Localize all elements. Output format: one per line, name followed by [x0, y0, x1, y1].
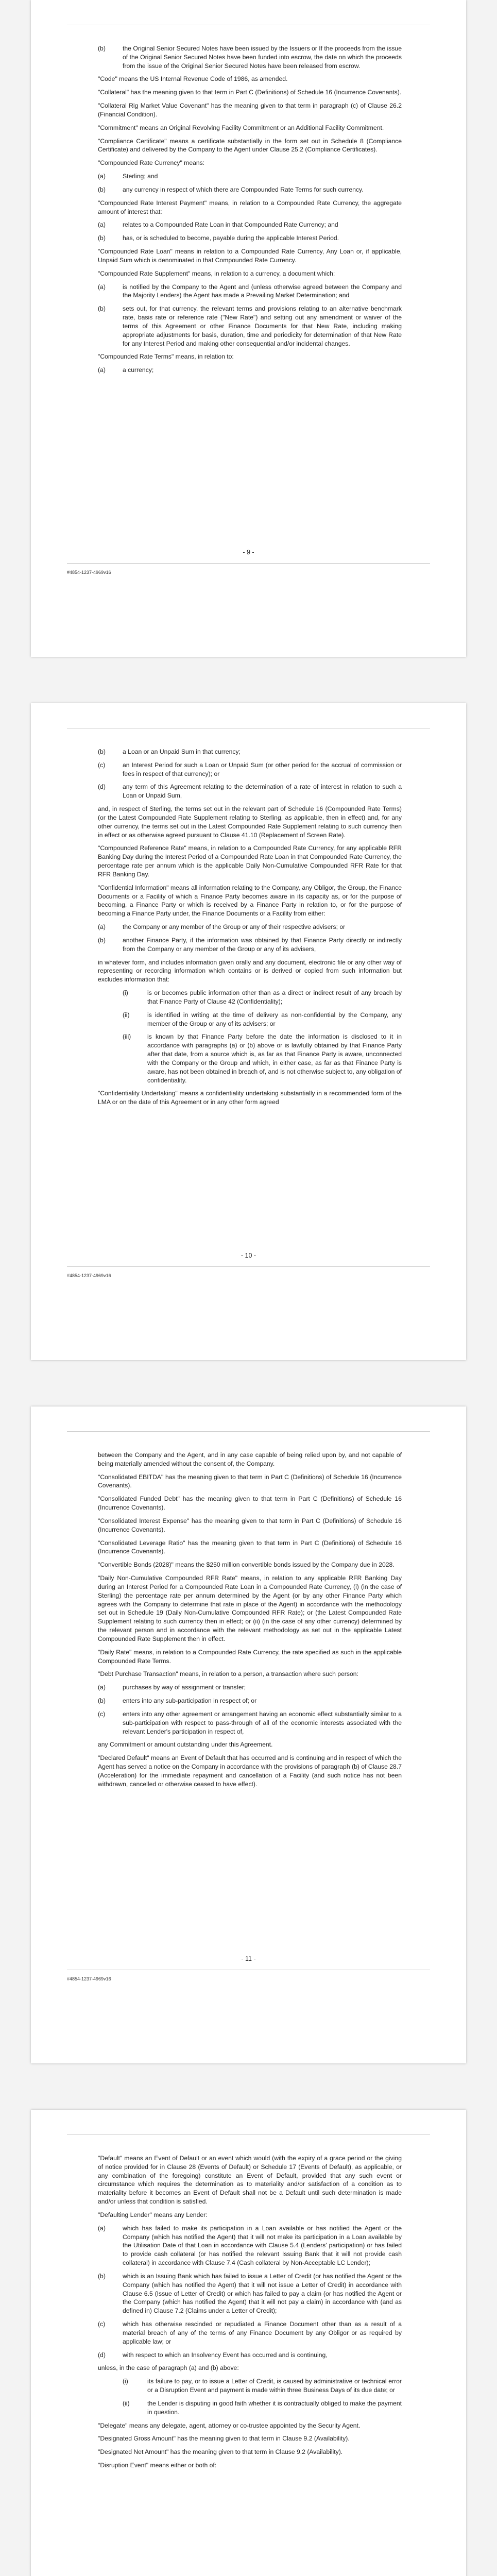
list-item-text: Sterling; and: [123, 173, 158, 180]
list-item-text: a currency;: [123, 366, 154, 374]
definition-paragraph: "Delegate" means any delegate, agent, attorney or co-trustee appointed by the Security Agent.: [98, 2421, 361, 2429]
list-item-text: the Original Senior Secured Notes have been issued by the Issuers or If the proceeds from the issue of the Original Senior Secured Notes have been funded into escrow, the date on which the proceeds from the issue of the Original Senior Secured Notes have been released from escrow.: [123, 45, 402, 70]
list-item-text: is identified in writing at the time of delivery as non-confidential by the Company, any member of the Group or any of its advisers; or: [147, 1011, 402, 1027]
list-item-label: (a): [98, 2224, 106, 2232]
list-item: [98, 234, 402, 243]
list-item-label: (i): [123, 2378, 128, 2385]
list-item-text: the Lender is disputing in good faith whether it is contractually obliged to make the payment in question.: [147, 2399, 402, 2416]
definition-paragraph: "Collateral Rig Market Value Covenant" has the meaning given to that term in paragraph (c) of Clause 26.2 (Financial Condition).: [98, 102, 402, 118]
list-item: [98, 366, 402, 375]
top-divider: [67, 1431, 430, 1432]
list-item-text: which is an Issuing Bank which has failed to issue a Letter of Credit (or has notified the Agent or the Company (which has notified the Agent) that it will not issue a Letter of Credit) in accordance with Clause 6.5 (Issue of Letter of Credit) or which has failed to pay a claim (or has notified the Agent or the Company (which has notified the Agent) that it will not pay a claim) in accordance with (and as defined in) Clause 7.2 (Claims under a Letter of Credit);: [123, 2272, 402, 2315]
definition-paragraph: "Disruption Event" means either or both of:: [98, 2462, 217, 2469]
definition-paragraph: "Compounded Reference Rate" means, in relation to a Compounded Rate Currency, for any applicable RFR Banking Day during the Interest Period of a Compounded Rate Loan in that Compounded Rate Currency, the percentage rate per annum which is the applicable Daily Non-Cumulative Compounded RFR Rate for that RFR Banking Day.: [98, 844, 402, 878]
definition-paragraph: "Compounded Rate Currency" means:: [98, 159, 205, 167]
list-item: [98, 2272, 402, 2315]
page-footer: [67, 1252, 430, 1278]
list-item-label: (ii): [123, 1011, 130, 1019]
list-item-label: (i): [123, 989, 128, 997]
definition-paragraph: "Commitment" means an Original Revolving Facility Commitment or an Additional Facility Commitment.: [98, 124, 384, 131]
definition-paragraph: "Debt Purchase Transaction" means, in relation to a person, a transaction where such person:: [98, 1670, 358, 1678]
document-page-1: [31, 0, 466, 657]
list-item-text: which has failed to make its participation in a Loan available or has notified the Agent or the Company (which has notified the Agent) that it will not make its participation in a Loan available by the Utilisation Date of that Loan in accordance with Clause 5.4 (Lenders' participation) or has failed to provide cash collateral (or has notified the relevant Issuing Bank that it will not provide cash collateral) in accordance with Clause 7.4 (Cash collateral by Non-Acceptable LC Lender);: [123, 2224, 402, 2267]
list-item-text: with respect to which an Insolvency Event has occurred and is continuing,: [123, 2351, 328, 2359]
list-item-label: (a): [98, 173, 106, 180]
document-page-2: [31, 703, 466, 1360]
definition-paragraph: "Collateral" has the meaning given to that term in Part C (Definitions) of Schedule 16 (Incurrence Covenants).: [98, 89, 402, 96]
list-item: [98, 761, 402, 778]
definition-paragraph: "Defaulting Lender" means any Lender:: [98, 2211, 208, 2218]
list-item: [98, 936, 402, 954]
definition-paragraph: "Compounded Rate Loan" means in relation to a Compounded Rate Currency, Any Loan or, if applicable, Unpaid Sum which is denominated in that Compounded Rate Currency.: [98, 248, 402, 264]
list-item: [98, 783, 402, 800]
list-item: [98, 172, 402, 181]
list-item-text: another Finance Party, if the information was obtained by that Finance Party directly or indirectly from the Company or any member of the Group or any of its advisers,: [123, 936, 402, 953]
footer-divider: [67, 563, 430, 564]
definition-paragraph: "Consolidated EBITDA" has the meaning given to that term in Part C (Definitions) of Schedule 16 (Incurrence Covenants).: [98, 1473, 402, 1489]
definition-paragraph: any Commitment or amount outstanding under this Agreement.: [98, 1741, 273, 1749]
list-item: [98, 185, 402, 194]
sub-list-item: [123, 2399, 402, 2417]
list-item: [98, 2224, 402, 2267]
definition-paragraph: "Consolidated Interest Expense" has the meaning given to that term in Part C (Definitions) of Schedule 16 (Incurrence Covenants).: [98, 1517, 402, 1533]
definition-paragraph: between the Company and the Agent, and in any case capable of being relied upon by, and not capable of being materially amended without the consent of, the Company.: [98, 1451, 402, 1467]
list-item-text: which has otherwise rescinded or repudiated a Finance Document other than as a result of a material breach of any of the terms of any Finance Document by any Obligor or as required by applicable law; or: [123, 2320, 402, 2345]
list-item-label: (a): [98, 221, 106, 229]
list-item-label: (b): [98, 185, 106, 193]
list-item-label: (d): [98, 783, 106, 791]
list-item-label: (b): [98, 2272, 106, 2280]
list-item-label: (a): [98, 283, 106, 291]
list-item: [98, 44, 402, 70]
definition-paragraph: "Default" means an Event of Default or an event which would (with the expiry of a grace period or the giving of notice provided for in Clause 28 (Events of Default) or Schedule 17 (Events of Default), as applicable, or any combination of the foregoing) constitute an Event of Default, provided that any such event or circumstance which requires the determination as to materiality and/or satisfaction of a condition as to materiality before it becomes an Event of Default shall not be a Default until such determination is made and/or unless that condition is satisfied.: [98, 2155, 402, 2206]
sub-list-item: [123, 1011, 402, 1028]
top-divider: [67, 2134, 430, 2135]
list-item-label: (iii): [123, 1033, 131, 1041]
page-body: [98, 44, 402, 379]
list-item-label: (d): [98, 2351, 106, 2359]
list-item-label: (a): [98, 923, 106, 931]
list-item-label: (ii): [123, 2399, 130, 2407]
page-footer: [67, 549, 430, 575]
list-item-text: an Interest Period for such a Loan or Unpaid Sum (or other period for the accrual of commission or fees in respect of that currency); or: [123, 761, 402, 777]
definition-paragraph: "Compounded Rate Terms" means, in relation to:: [98, 353, 234, 361]
definition-paragraph: "Consolidated Leverage Ratio" has the meaning given to that term in Part C (Definitions) of Schedule 16 (Incurrence Covenants).: [98, 1539, 402, 1555]
definition-paragraph: "Daily Non-Cumulative Compounded RFR Rate" means, in relation to any applicable RFR Banking Day during an Interest Period for a Compounded Rate Loan in a Compounded Rate Currency, (i) (in the case of Sterling) the percentage rate per annum determined by the Agent (or by any other Finance Party which agrees with the Company to determine that rate in place of the Agent) in accordance with the methodology set out in Schedule 19 (Daily Non-Cumulative Compounded RFR Rate); or (the Latest Compounded Rate Supplement relating to such currency then in effect; or (ii) (in the case of any other currency) determined by the relevant person and in accordance with the relevant methodology as set out in the applicable Latest Compounded Rate Supplement then in effect.: [98, 1574, 402, 1642]
list-item-text: is notified by the Company to the Agent and (unless otherwise agreed between the Company and the Majority Lenders) the Agent has made a Prevailing Market Determination; and: [123, 283, 402, 299]
list-item: [98, 304, 402, 348]
list-item-text: any currency in respect of which there are Compounded Rate Terms for such currency.: [123, 185, 364, 193]
page-body: [98, 1451, 402, 1793]
definition-paragraph: "Confidentiality Undertaking" means a confidentiality undertaking substantially in a recommended form of the LMA or on the date of this Agreement or in any other form agreed: [98, 1090, 402, 1106]
definition-paragraph: "Code" means the US Internal Revenue Code of 1986, as amended.: [98, 75, 288, 83]
list-item-label: (c): [98, 1710, 106, 1718]
list-item-label: (b): [98, 234, 106, 242]
list-item: [98, 1710, 402, 1736]
list-item-label: (c): [98, 761, 106, 769]
sub-list-item: [123, 1032, 402, 1084]
footer-divider: [67, 1266, 430, 1267]
list-item-text: has, or is scheduled to become, payable during the applicable Interest Period.: [123, 234, 339, 242]
page-number: - 10 -: [241, 1252, 256, 1259]
definition-paragraph: unless, in the case of paragraph (a) and (b) above:: [98, 2364, 239, 2372]
page-number: - 11 -: [241, 1955, 256, 1962]
definition-paragraph: "Compounded Rate Interest Payment" means, in relation to a Compounded Rate Currency, the aggregate amount of interest that:: [98, 199, 402, 215]
list-item-text: its failure to pay, or to issue a Letter of Credit, is caused by administrative or technical error or a Disruption Event and payment is made within three Business Days of its due date; or: [147, 2378, 402, 2394]
document-reference: #4854-1237-4969v16: [67, 570, 111, 575]
definition-paragraph: "Convertible Bonds (2028)" means the $250 million convertible bonds issued by the Company due in 2028.: [98, 1561, 395, 1569]
list-item-text: purchases by way of assignment or transfer;: [123, 1684, 246, 1691]
list-item-label: (a): [98, 1684, 106, 1691]
list-item: [98, 221, 402, 229]
page-body: [98, 748, 402, 1111]
list-item: [98, 923, 402, 931]
definition-paragraph: "Consolidated Funded Debt" has the meaning given to that term in Part C (Definitions) of Schedule 16 (Incurrence Covenants).: [98, 1495, 402, 1512]
definition-paragraph: and, in respect of Sterling, the terms set out in the relevant part of Schedule 16 (Compounded Rate Terms) (or the Latest Compounded Rate Supplement relating to Sterling, as applicable, then in effect) and, for any other currency, the terms set out in the Latest Compounded Rate Supplement relating to such currency then in effect or as otherwise agreed pursuant to Clause 41.10 (Replacement of Screen Rate).: [98, 805, 402, 839]
list-item: [98, 2351, 402, 2360]
page-body: [98, 2154, 402, 2475]
document-page-4: [31, 2110, 466, 2576]
list-item: [98, 1683, 402, 1692]
sub-list-item: [123, 989, 402, 1006]
list-item-label: (b): [98, 748, 106, 755]
list-item-text: relates to a Compounded Rate Loan in that Compounded Rate Currency; and: [123, 221, 338, 229]
list-item-text: the Company or any member of the Group or any of their respective advisers; or: [123, 923, 346, 931]
list-item: [98, 2320, 402, 2346]
list-item: [98, 283, 402, 300]
document-reference: #4854-1237-4969v16: [67, 1976, 111, 1981]
list-item-text: enters into any sub-participation in respect of; or: [123, 1697, 257, 1705]
document-page-3: [31, 1406, 466, 2063]
list-item-text: sets out, for that currency, the relevant terms and provisions relating to an alternative benchmark rate, basis rate or reference rate ("New Rate") and setting out any amendment or waiver of the terms of this Agreement or other Finance Documents for that New Rate, including making appropriate adjustments for basis, duration, time and periodicity for determination of that New Rate for any Interest Period and making other consequential and/or incidental changes.: [123, 305, 402, 347]
page-footer: [67, 1955, 430, 1981]
definition-paragraph: "Designated Net Amount" has the meaning given to that term in Clause 9.2 (Availability).: [98, 2448, 343, 2456]
list-item-label: (b): [98, 45, 106, 52]
list-item-text: enters into any other agreement or arrangement having an economic effect substantially similar to a sub-participation with respect to pass-through of all of the economic interests associated with the relevant Lender's participation in respect of,: [123, 1710, 402, 1735]
definition-paragraph: in whatever form, and includes information given orally and any document, electronic file or any other way of representing or recording information which contains or is derived or copied from such information but excludes information that:: [98, 958, 402, 984]
list-item-text: is known by that Finance Party before the date the information is disclosed to it in accordance with paragraphs (a) or (b) above or is lawfully obtained by that Finance Party after that date, from a source which is, as far as that Finance Party is aware, unconnected with the Company or the Group and which, in either case, as far as that Finance Party is aware, has not been obtained in breach of, and is not otherwise subject to, any obligation of confidentiality.: [147, 1033, 402, 1084]
list-item-label: (b): [98, 305, 106, 313]
page-number: - 9 -: [243, 549, 254, 556]
list-item: [98, 1697, 402, 1705]
definition-paragraph: "Confidential Information" means all information relating to the Company, any Obligor, the Group, the Finance Documents or a Facility of which a Finance Party becomes aware in its capacity as, or for the purpose of becoming, a Finance Party or which is received by a Finance Party in relation to, or for the purpose of becoming a Finance Party under, the Finance Documents or a Facility from either:: [98, 884, 402, 918]
list-item-label: (b): [98, 1697, 106, 1705]
document-reference: #4854-1237-4969v16: [67, 1273, 111, 1278]
list-item-text: a Loan or an Unpaid Sum in that currency;: [123, 748, 241, 755]
definition-paragraph: "Compounded Rate Supplement" means, in relation to a currency, a document which:: [98, 269, 335, 277]
definition-paragraph: "Daily Rate" means, in relation to a Compounded Rate Currency, the rate specified as such in the applicable Compounded Rate Terms.: [98, 1648, 402, 1665]
list-item-label: (c): [98, 2320, 106, 2328]
sub-list-item: [123, 2377, 402, 2395]
list-item-text: is or becomes public information other than as a direct or indirect result of any breach by that Finance Party of Clause 42 (Confidentiality);: [147, 989, 402, 1005]
definition-paragraph: "Compliance Certificate" means a certificate substantially in the form set out in Schedule 8 (Compliance Certificate) and delivered by the Company to the Agent under Clause 25.2 (Compliance Certificates).: [98, 137, 402, 154]
definition-paragraph: "Declared Default" means an Event of Default that has occurred and is continuing and in respect of which the Agent has served a notice on the Company in accordance with the provisions of paragraph (b) of Clause 28.7 (Acceleration) for the immediate repayment and cancellation of a Facility (and such notice has not been withdrawn, cancelled or otherwise ceased to have effect).: [98, 1754, 402, 1788]
definition-paragraph: "Designated Gross Amount" has the meaning given to that term in Clause 9.2 (Availability).: [98, 2435, 350, 2443]
list-item-text: any term of this Agreement relating to the determination of a rate of interest in relation to such a Loan or Unpaid Sum,: [123, 783, 402, 800]
list-item-label: (b): [98, 936, 106, 944]
list-item: [98, 748, 402, 756]
list-item-label: (a): [98, 366, 106, 374]
